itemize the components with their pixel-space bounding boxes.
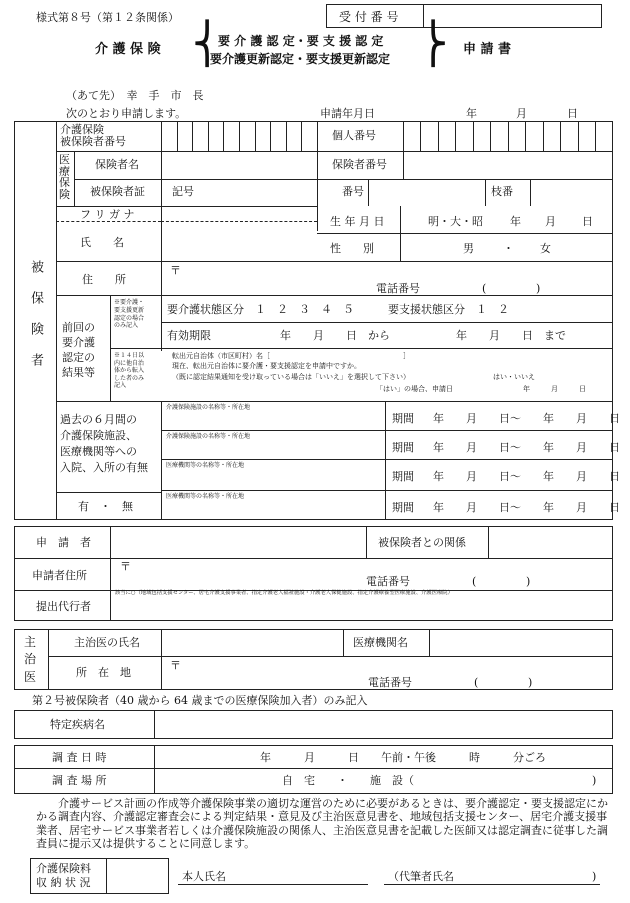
facility-period-label: 期間 xyxy=(392,441,414,454)
proxy-note: 該当に○（地域包括支援センター、居宅介護支援事業者、指定介護老人福祉施設・介護老人保健施設、指定介護療養型医療施設、介護医療院） xyxy=(115,590,453,596)
address-postal-mark: 〒 xyxy=(170,264,181,277)
title-suffix: 申 請 書 xyxy=(463,42,512,57)
form-number: 様式第８号（第１２条関係） xyxy=(36,11,179,24)
name-label: 氏 名 xyxy=(80,236,124,249)
address-label: 住 所 xyxy=(82,273,126,286)
proxy-label: 提出代行者 xyxy=(36,600,91,613)
application-date-label: 申請年月日 xyxy=(320,107,375,120)
insurer-number-label: 保険者番号 xyxy=(332,158,387,171)
disease-label: 特定疾病名 xyxy=(50,718,105,731)
signature-label: 本人氏名 xyxy=(182,870,226,883)
applicant-postal-mark: 〒 xyxy=(120,560,131,573)
sex-dot: ・ xyxy=(503,242,514,255)
date-year: 年 xyxy=(466,107,477,120)
relation-label: 被保険者との関係 xyxy=(378,536,466,549)
birth-year: 年 xyxy=(510,215,521,228)
facility-name-label: 介護保険施設の名称等・所在地 xyxy=(166,404,251,411)
facility-name-label: 医療機関等の名称等・所在地 xyxy=(166,493,245,500)
facility-period: 年 月 日～ 年 月 日 xyxy=(433,470,620,483)
insured-number-boxes[interactable] xyxy=(161,121,317,151)
proxy-signature-close: ) xyxy=(592,870,597,883)
sex-label: 性 別 xyxy=(330,242,374,255)
facility-period-label: 期間 xyxy=(392,470,414,483)
applicant-phone-label: 電話番号 xyxy=(366,575,410,588)
fee-status-label: 介護保険料 収 納 状 況 xyxy=(36,862,91,890)
previous-note-transfer: ※１４日以 内に他自治 体から転入 した者のみ 記入 xyxy=(114,352,145,389)
left-brace: ⎨ xyxy=(192,21,222,67)
title-line1: 要 介 護 認 定・要 支 援 認 定 xyxy=(218,34,384,48)
care-level-label: 要介護状態区分 １ ２ ３ ４ ５ xyxy=(167,303,354,316)
address-phone-label: 電話番号 xyxy=(376,282,420,295)
reception-number-label: 受 付 番 号 xyxy=(339,10,399,24)
consent-text: 介護サービス計画の作成等介護保険事業の適切な運営のために必要があるときは、要介護認定・要支援認定にかかる調査内容、介護認定審査会による判定結果・意見及び主治医意見書を、地域包括支援センター、居宅介護支援事業者、居宅サービス事業者若しくは介護保険施設の関係人、主治医意見書を記載した医師又は認定調査に従事した調査員に提示又は提供することに同意します。 xyxy=(36,797,608,851)
birth-label: 生 年 月 日 xyxy=(330,215,385,228)
signature-line[interactable] xyxy=(178,884,368,885)
transfer-date: 年 月 日 xyxy=(523,385,586,393)
doctor-name-label: 主治医の氏名 xyxy=(74,636,140,649)
facility-name-label: 介護保険施設の名称等・所在地 xyxy=(166,433,251,440)
applicant-phone-close: ) xyxy=(526,575,531,588)
intro-text: 次のとおり申請します。 xyxy=(66,107,187,120)
facility-period-label: 期間 xyxy=(392,501,414,514)
addressee: （あて先） 幸 手 市 長 xyxy=(66,89,204,102)
valid-period-text: 年 月 日 から 年 月 日 まで xyxy=(280,329,566,342)
survey-place-close: ) xyxy=(592,774,597,787)
survey-datetime-value: 年 月 日 午前・午後 時 分ごろ xyxy=(260,751,546,764)
address-phone-close: ) xyxy=(536,282,541,295)
previous-result-label: 前回の 要介護 認定の 結果等 xyxy=(62,321,95,379)
doctor-phone-label: 電話番号 xyxy=(368,676,412,689)
survey-place-label: 調 査 場 所 xyxy=(52,774,107,787)
doctor-phone-close: ) xyxy=(528,676,533,689)
transfer-line1: 転出元自治体（市区町村）名［ ］ xyxy=(172,352,410,360)
sex-female[interactable]: 女 xyxy=(540,242,551,255)
doctor-phone-open: ( xyxy=(474,676,479,689)
furigana-label: フ リ ガ ナ xyxy=(80,208,135,221)
doctor-postal-mark: 〒 xyxy=(170,659,181,672)
insured-side-label: 被保険者 xyxy=(28,260,43,384)
previous-note-renewal: ※要介護・ 要支援更新 認定の場合 のみ記入 xyxy=(114,299,145,330)
title-prefix: 介 護 保 険 xyxy=(95,42,161,57)
birth-month: 月 xyxy=(545,215,556,228)
facility-history-label: 過去の６月間の 介護保険施設、 医療機関等への 入院、入所の有無 xyxy=(60,413,148,474)
date-day: 日 xyxy=(567,107,578,120)
edaban-label: 枝番 xyxy=(491,185,513,198)
valid-period-label: 有効期限 xyxy=(167,329,211,342)
title-line2: 要介護更新認定・要支援更新認定 xyxy=(210,52,391,66)
applicant-section xyxy=(14,526,613,621)
insured-card-label: 被保険者証 xyxy=(90,185,145,198)
birth-day: 日 xyxy=(582,215,593,228)
proxy-signature-label: （代筆者氏名 xyxy=(388,870,454,883)
reception-number-box xyxy=(326,4,602,28)
survey-place-value: 自 宅 ・ 施 設（ xyxy=(282,774,414,787)
bango-label: 番号 xyxy=(342,185,364,198)
second-insured-note: 第２号被保険者（40 歳から 64 歳までの医療保険加入者）のみ記入 xyxy=(32,694,368,707)
transfer-yes-no[interactable]: はい・いいえ xyxy=(493,373,535,381)
applicant-phone-open: ( xyxy=(472,575,477,588)
sex-male[interactable]: 男 xyxy=(463,242,474,255)
date-month: 月 xyxy=(516,107,527,120)
facility-has-label[interactable]: 有 ・ 無 xyxy=(78,500,133,513)
insured-number-label: 介護保険 被保険者番号 xyxy=(60,123,126,149)
facility-period: 年 月 日～ 年 月 日 xyxy=(433,501,620,514)
personal-number-boxes[interactable] xyxy=(403,121,613,151)
facility-period: 年 月 日～ 年 月 日 xyxy=(433,441,620,454)
birth-era: 明・大・昭 xyxy=(428,215,483,228)
medical-insurance-label: 医療保険 xyxy=(59,153,70,201)
facility-period: 年 月 日～ 年 月 日 xyxy=(433,412,620,425)
transfer-line2: 現在、転出元自治体に要介護・要支援認定を申請中ですか。 xyxy=(172,362,361,370)
facility-name-label: 医療機関等の名称等・所在地 xyxy=(166,462,245,469)
right-brace: ⎬ xyxy=(418,21,448,67)
doctor-side-label: 主治医 xyxy=(24,635,37,684)
doctor-location-label: 所 在 地 xyxy=(76,666,131,679)
transfer-line3: （既に認定結果通知を受け取っている場合は「いいえ」を選択して下さい） xyxy=(172,373,410,381)
kigo-label: 記号 xyxy=(172,185,194,198)
applicant-address-label: 申請者住所 xyxy=(32,569,87,582)
support-level-label: 要支援状態区分 １ ２ xyxy=(388,303,509,316)
address-phone-open: ( xyxy=(482,282,487,295)
personal-number-label: 個人番号 xyxy=(332,129,376,142)
insurer-name-label: 保険者名 xyxy=(95,158,139,171)
institution-label: 医療機関名 xyxy=(353,636,408,649)
proxy-signature-line[interactable] xyxy=(384,884,600,885)
survey-datetime-label: 調 査 日 時 xyxy=(52,751,107,764)
applicant-label: 申 請 者 xyxy=(36,536,91,549)
facility-period-label: 期間 xyxy=(392,412,414,425)
transfer-line4: 「はい」の場合、申請日 xyxy=(376,385,453,393)
